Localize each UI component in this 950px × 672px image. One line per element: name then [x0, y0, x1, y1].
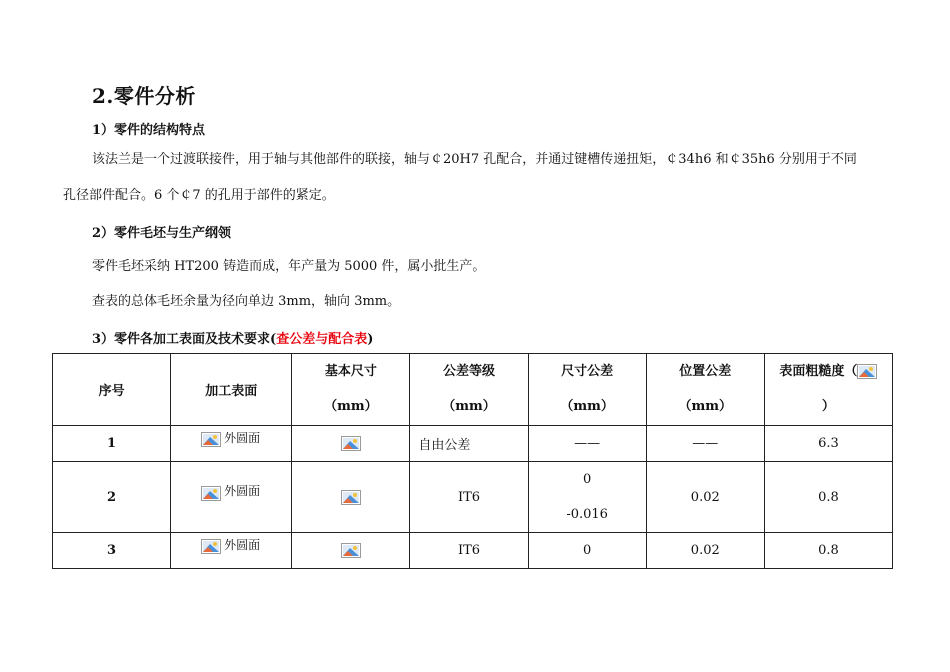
header-basic-size: 基本尺寸 （mm）	[292, 354, 410, 426]
subheading-blank: 2）零件毛坯与生产纲领	[92, 226, 232, 241]
grade-cell: IT6	[410, 462, 528, 533]
basic-size-cell	[292, 462, 410, 533]
broken-image-icon	[201, 432, 221, 447]
surface-cell	[171, 462, 292, 533]
dim-tol-cell: ——	[528, 426, 646, 462]
subheading-requirements	[92, 328, 373, 347]
surface-label: 外圆面	[224, 431, 261, 445]
broken-image-icon	[341, 543, 361, 558]
broken-image-icon	[201, 486, 221, 501]
surface-label: 外圆面	[224, 538, 261, 552]
paragraph-allowance: 查表的总体毛坯余量为径向单边 3mm，轴向 3mm。	[92, 294, 401, 309]
header-no: 序号	[53, 354, 171, 426]
roughness-cell: 6.3	[764, 426, 892, 462]
header-roughness: 表面粗糙度（ ）	[764, 354, 892, 426]
table-row	[53, 426, 893, 462]
dim-tol-cell	[528, 462, 646, 533]
header-grade: 公差等级 （mm）	[410, 354, 528, 426]
broken-image-icon	[857, 364, 877, 379]
row-no: 2	[53, 462, 171, 533]
section-title: 2.零件分析	[92, 84, 196, 108]
subheading-requirements-prefix: 3）零件各加工表面及技术要求(	[92, 332, 277, 347]
paragraph-structure-line2: 孔径部件配合。6 个￠7 的孔用于部件的紧定。	[63, 188, 335, 203]
basic-size-cell	[292, 533, 410, 569]
roughness-cell: 0.8	[764, 533, 892, 569]
paragraph-structure-line1: 该法兰是一个过渡联接件，用于轴与其他部件的联接，轴与￠20H7 孔配合，并通过键槽传递扭矩，￠34h6 和￠35h6 分别用于不同	[92, 152, 857, 167]
header-surface: 加工表面	[171, 354, 292, 426]
surface-cell	[171, 533, 292, 569]
dim-tol-cell: 0	[528, 533, 646, 569]
paragraph-blank: 零件毛坯采纳 HT200 铸造而成，年产量为 5000 件，属小批生产。	[92, 259, 486, 274]
tol-upper: 0	[582, 471, 592, 487]
header-dim-tol: 尺寸公差 （mm）	[528, 354, 646, 426]
surface-label: 外圆面	[224, 484, 261, 498]
table-row	[53, 533, 893, 569]
row-no: 1	[53, 426, 171, 462]
requirements-table	[52, 353, 893, 569]
pos-tol-cell: ——	[646, 426, 764, 462]
broken-image-icon	[341, 436, 361, 451]
pos-tol-cell: 0.02	[646, 533, 764, 569]
row-no: 3	[53, 533, 171, 569]
table-header-row	[53, 354, 893, 426]
grade-cell: IT6	[410, 533, 528, 569]
tolerance-table-link: 查公差与配合表	[276, 332, 368, 347]
subheading-requirements-suffix: )	[367, 332, 374, 347]
surface-cell	[171, 426, 292, 462]
basic-size-cell	[292, 426, 410, 462]
subheading-structure: 1）零件的结构特点	[92, 123, 206, 138]
broken-image-icon	[201, 539, 221, 554]
header-pos-tol: 位置公差 （mm）	[646, 354, 764, 426]
pos-tol-cell: 0.02	[646, 462, 764, 533]
table-row	[53, 462, 893, 533]
tol-lower: -0.016	[566, 506, 608, 522]
roughness-cell: 0.8	[764, 462, 892, 533]
broken-image-icon	[341, 490, 361, 505]
grade-cell: 自由公差	[410, 426, 528, 462]
